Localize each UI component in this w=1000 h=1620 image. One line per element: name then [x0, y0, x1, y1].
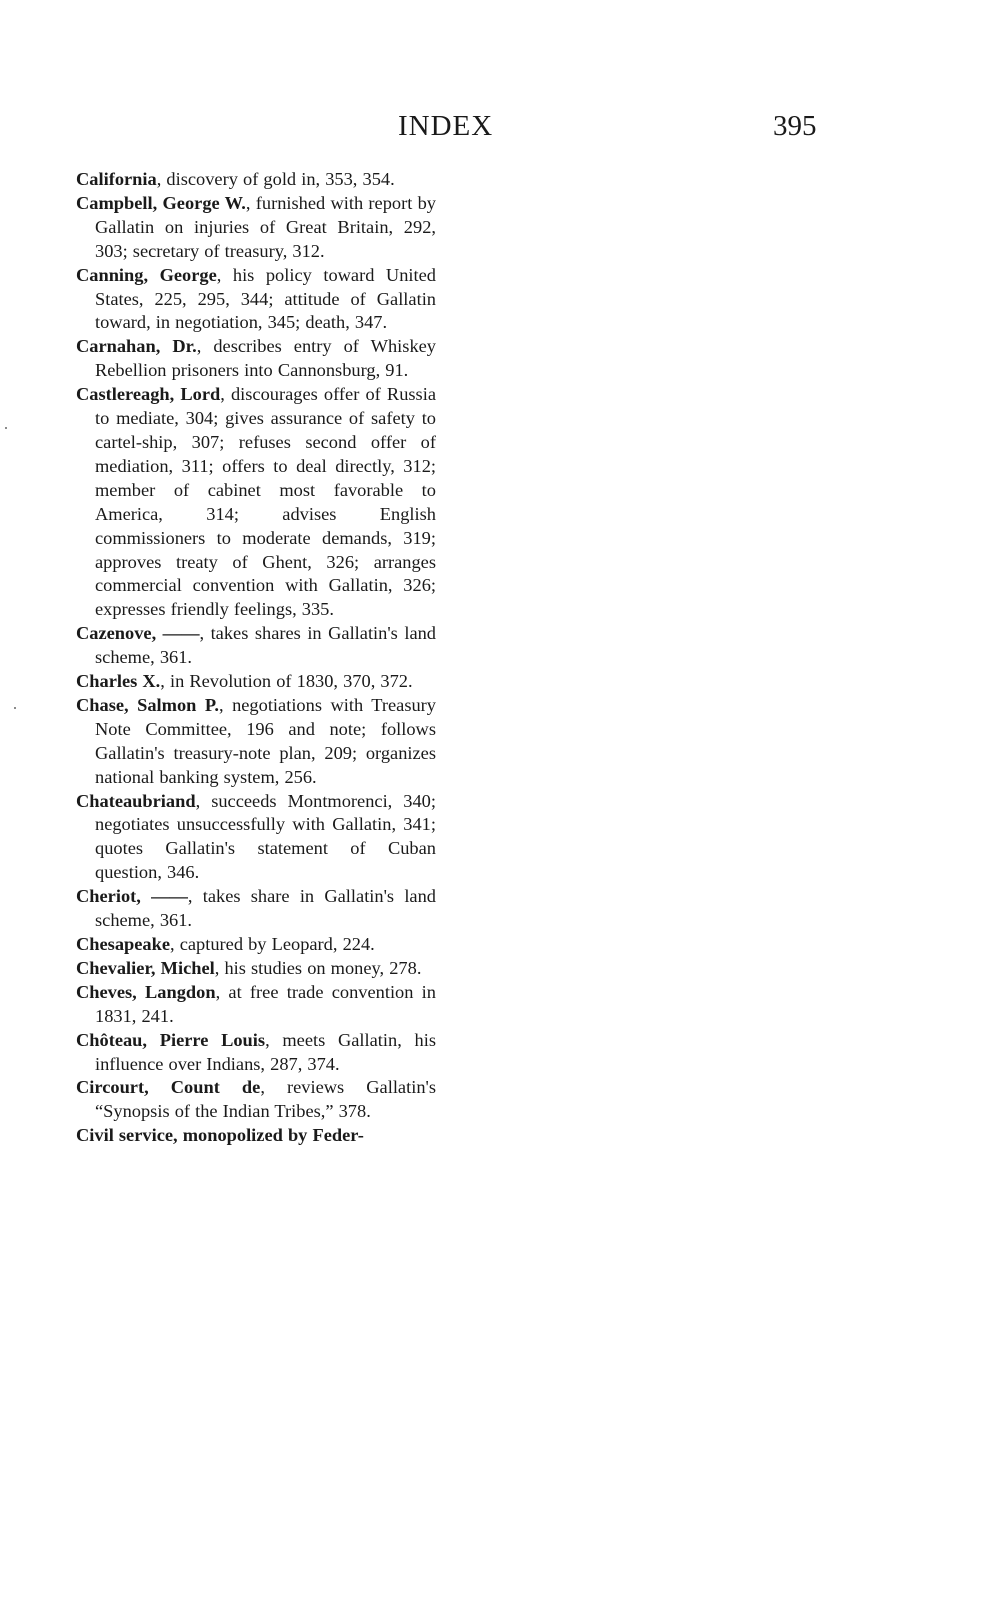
entry-text: , discourages offer of Russia to mediate, 304; gives assurance of safety to cartel-ship, 307; refuses second offer of mediation, 311; offers to deal directly, 312; member of cabinet most favorable to America, 314; advises English commissioners to moderate demands, 319; approves treaty of Ghent, 326; arranges commercial convention with Gallatin, 326; expresses friendly feelings, 335.	[95, 384, 436, 620]
entry-text: , describes entry of Whiskey Rebellion prisoners into Cannonsburg, 91.	[95, 336, 437, 381]
entry-text: , at free trade convention in 1831, 241.	[95, 981, 436, 1026]
index-entry	[76, 264, 436, 336]
index-column	[76, 168, 436, 1148]
entry-text: , in Revolution of 1830, 370, 372.	[160, 671, 413, 692]
entry-term: Circourt, Count de	[76, 1077, 261, 1098]
entry-text: , his policy toward United States, 225, 295, 344; attitude of Gallatin toward, in negotiation, 345; death, 347.	[95, 264, 436, 333]
entry-term: Cheriot, ——	[76, 886, 188, 907]
entry-text: , meets Gallatin, his influence over Indians, 287, 374.	[95, 1029, 436, 1074]
index-entry	[76, 192, 436, 264]
index-entry	[76, 933, 436, 957]
index-entry	[76, 1029, 436, 1077]
index-entry	[76, 383, 436, 622]
entry-term: Campbell, George W.	[76, 192, 246, 213]
entry-text: , his studies on money, 278.	[214, 957, 422, 978]
index-entry	[76, 670, 436, 694]
entry-term: Chateaubriand	[76, 790, 196, 811]
index-entry	[76, 1076, 436, 1124]
page-number: 395	[773, 110, 817, 142]
entry-term: Charles X.	[76, 671, 161, 692]
index-entry	[76, 1124, 436, 1148]
index-entry	[76, 694, 436, 790]
index-entry	[76, 790, 436, 886]
index-entry	[76, 885, 436, 933]
index-entry	[76, 168, 436, 192]
entry-text: , takes shares in Gallatin's land scheme, 361.	[95, 623, 436, 668]
entry-term: Cazenove, ——	[76, 623, 200, 644]
entry-term: Chesapeake	[76, 934, 171, 954]
index-entry	[76, 335, 436, 383]
entry-term: Canning, George	[76, 264, 217, 285]
entry-text: , takes share in Gallatin's land scheme, 361.	[95, 886, 436, 931]
entry-text: , reviews Gallatin's “Synopsis of the Indian Tribes,” 378.	[95, 1077, 436, 1122]
scan-speck	[14, 707, 16, 709]
entry-text: , furnished with report by Gallatin on injuries of Great Britain, 292, 303; secretary of treasury, 312.	[95, 192, 436, 261]
running-head	[0, 106, 1000, 146]
entry-text: , succeeds Montmorenci, 340; negotiates unsuccessfully with Gallatin, 341; quotes Gallatin's statement of Cuban question, 346.	[95, 790, 436, 883]
index-entry	[76, 957, 436, 981]
entry-text: , negotiations with Treasury Note Committee, 196 and note; follows Gallatin's treasury-note plan, 209; organizes national banking system, 256.	[95, 694, 436, 787]
entry-term: Chôteau, Pierre Louis	[76, 1029, 266, 1050]
entry-term: Carnahan, Dr.	[76, 336, 197, 357]
entry-term: Civil service	[76, 1125, 174, 1146]
index-entry	[76, 622, 436, 670]
page-title: INDEX	[398, 110, 494, 142]
entry-term: Chevalier, Michel	[76, 957, 215, 978]
entry-term: Chase, Salmon P.	[76, 694, 219, 715]
entry-term: California	[76, 169, 157, 189]
entry-text: , monopolized by Feder-	[173, 1125, 364, 1146]
entry-term: Cheves, Langdon	[76, 981, 216, 1002]
entry-term: Castlereagh, Lord	[76, 384, 221, 405]
entry-text: , discovery of gold in, 353, 354.	[156, 169, 395, 189]
index-entry	[76, 981, 436, 1029]
scan-speck	[5, 427, 7, 429]
entry-text: , captured by Leopard, 224.	[170, 934, 375, 954]
